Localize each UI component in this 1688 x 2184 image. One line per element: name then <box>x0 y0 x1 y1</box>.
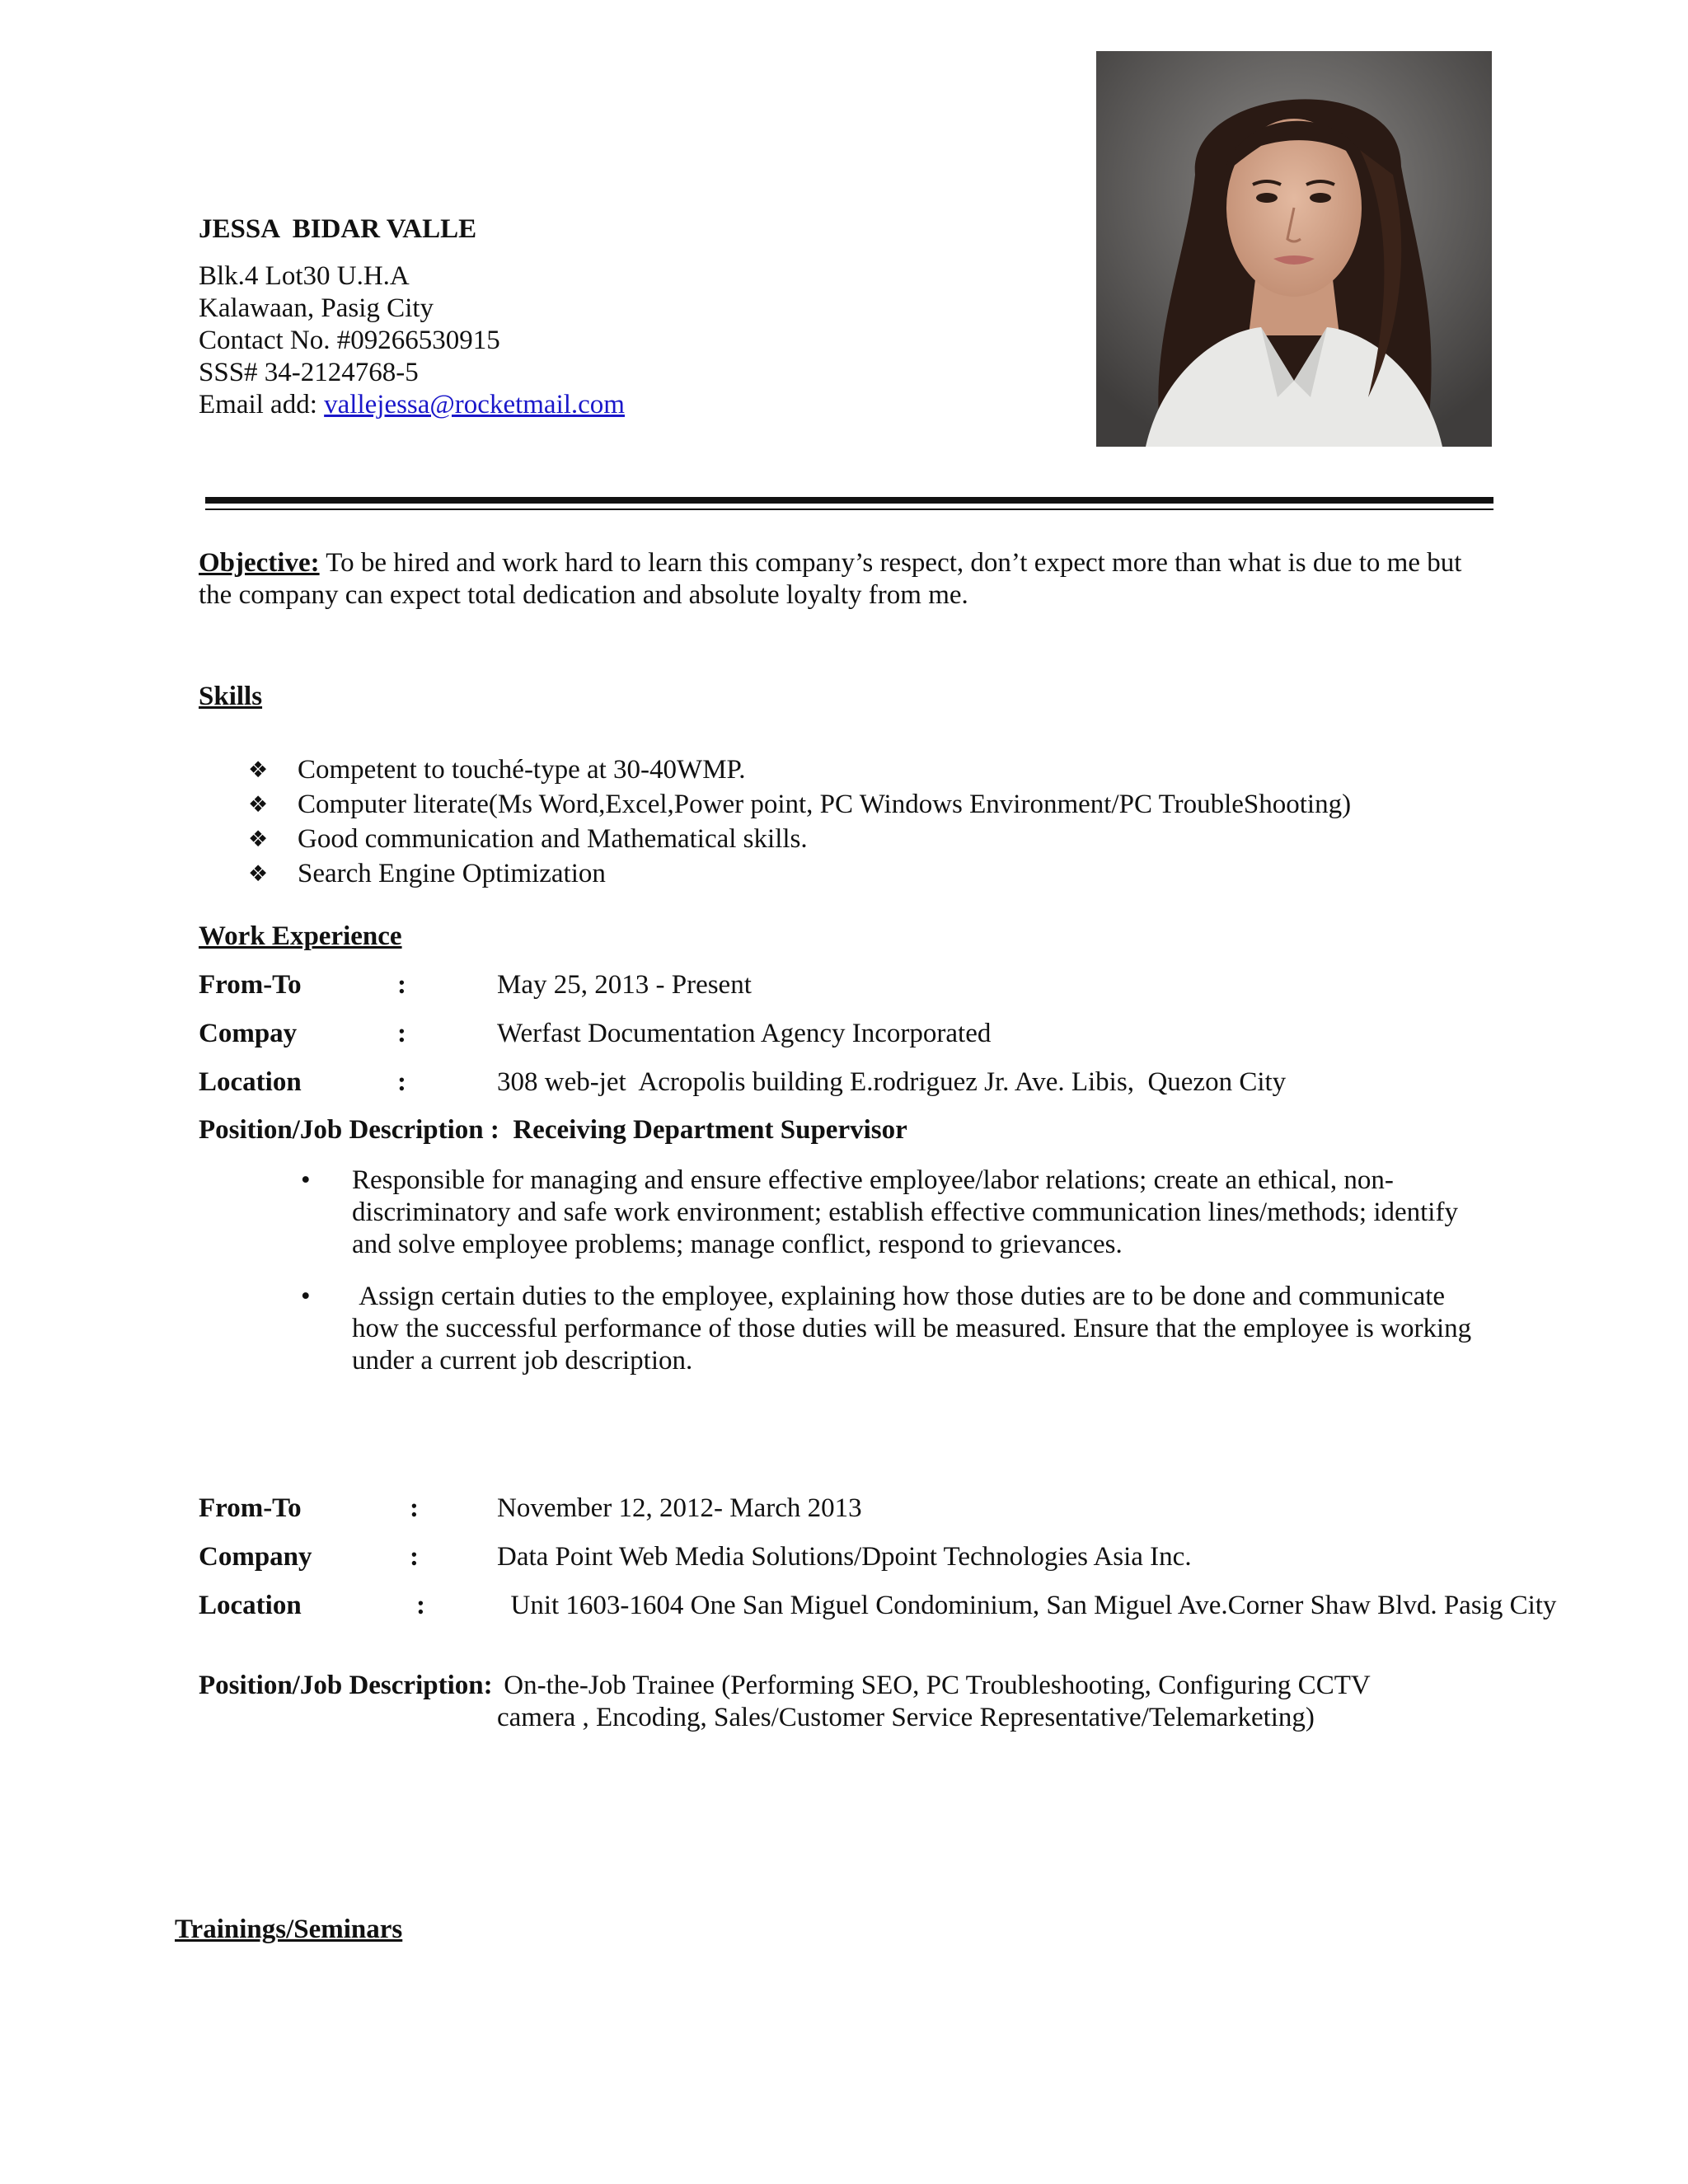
company-value: Data Point Web Media Solutions/Dpoint Technologies Asia Inc. <box>497 1542 1192 1572</box>
colon: : <box>410 1542 419 1572</box>
list-item <box>301 1165 1496 1263</box>
skills-heading: Skills <box>199 682 263 711</box>
contact-number: Contact No. #09266530915 <box>199 326 500 355</box>
objective-label: Objective: <box>199 548 320 578</box>
responsibility-text: Assign certain duties to the employee, explaining how those duties are to be done and communicate how the successful performance of those duties will be measured. Ensure that the employee is working under a current job description. <box>352 1282 1479 1376</box>
job1-from-to-row <box>0 969 1688 1002</box>
skill-text: Computer literate(Ms Word,Excel,Power point, PC Windows Environment/PC TroubleShooting) <box>298 790 1352 819</box>
email-link[interactable]: vallejessa@rocketmail.com <box>324 390 625 419</box>
diamond-bullet-icon: ❖ <box>248 861 269 887</box>
skill-text: Good communication and Mathematical skills. <box>298 824 808 854</box>
position-label: Position/Job Description: <box>199 1671 493 1700</box>
from-to-value: November 12, 2012- March 2013 <box>497 1493 862 1523</box>
job1-position-row: Position/Job Description : Receiving Department Supervisor <box>199 1115 907 1145</box>
location-label: Location <box>199 1591 302 1620</box>
email-row <box>199 389 625 421</box>
job2-from-to-row <box>0 1493 1688 1526</box>
job2-location-row <box>0 1590 1688 1656</box>
job1-company-row <box>0 1018 1688 1051</box>
diamond-bullet-icon: ❖ <box>248 757 269 783</box>
colon: : <box>416 1591 425 1620</box>
from-to-label: From-To <box>199 1493 302 1523</box>
job1-location-row <box>0 1066 1688 1099</box>
work-experience-heading: Work Experience <box>199 921 402 951</box>
job2-company-row <box>0 1541 1688 1574</box>
list-item <box>301 1281 1496 1380</box>
bullet-icon: • <box>301 1282 311 1311</box>
divider-thick <box>205 497 1493 504</box>
bullet-icon: • <box>301 1165 311 1195</box>
location-value: 308 web-jet Acropolis building E.rodriguez Jr. Ave. Libis, Quezon City <box>497 1067 1287 1097</box>
profile-photo <box>1096 51 1492 447</box>
responsibility-text: Responsible for managing and ensure effective employee/labor relations; create an ethical, non-discriminatory and safe work environment; establish effective communication lines/methods; identify and solve employee problems; manage conflict, respond to grievances. <box>352 1165 1458 1259</box>
skill-text: Competent to touché-type at 30-40WMP. <box>298 755 746 785</box>
company-label: Company <box>199 1542 312 1572</box>
colon: : <box>397 970 406 1000</box>
colon: : <box>397 1019 406 1048</box>
email-label: Email add: <box>199 390 325 419</box>
diamond-bullet-icon: ❖ <box>248 792 269 818</box>
objective-text: To be hired and work hard to learn this company’s respect, don’t expect more than what is due to me but the company can expect total dedication and absolute loyalty from me. <box>199 548 1462 610</box>
address-line-2: Kalawaan, Pasig City <box>199 293 434 323</box>
position-value: On-the-Job Trainee (Performing SEO, PC Troubleshooting, Configuring CCTV camera , Encoding, Sales/Customer Service Representative/Telemarketing) <box>497 1671 1377 1732</box>
objective-paragraph <box>199 547 1494 612</box>
contact-block <box>199 260 625 421</box>
from-to-value: May 25, 2013 - Present <box>497 970 752 1000</box>
trainings-heading: Trainings/Seminars <box>175 1915 403 1944</box>
company-label: Compay <box>199 1019 298 1048</box>
location-value: Unit 1603-1604 One San Miguel Condominium, San Miguel Ave.Corner Shaw Blvd. Pasig City <box>497 1591 1557 1620</box>
job2-position-row <box>0 1670 1688 1736</box>
divider-thin <box>205 509 1493 510</box>
skill-text: Search Engine Optimization <box>298 859 606 888</box>
location-label: Location <box>199 1067 302 1097</box>
from-to-label: From-To <box>199 970 302 1000</box>
sss-number: SSS# 34-2124768-5 <box>199 358 419 387</box>
applicant-name: JESSA BIDAR VALLE <box>199 214 477 244</box>
address-line-1: Blk.4 Lot30 U.H.A <box>199 261 410 291</box>
diamond-bullet-icon: ❖ <box>248 827 269 852</box>
company-value: Werfast Documentation Agency Incorporated <box>497 1019 992 1048</box>
colon: : <box>410 1493 419 1523</box>
colon: : <box>397 1067 406 1097</box>
